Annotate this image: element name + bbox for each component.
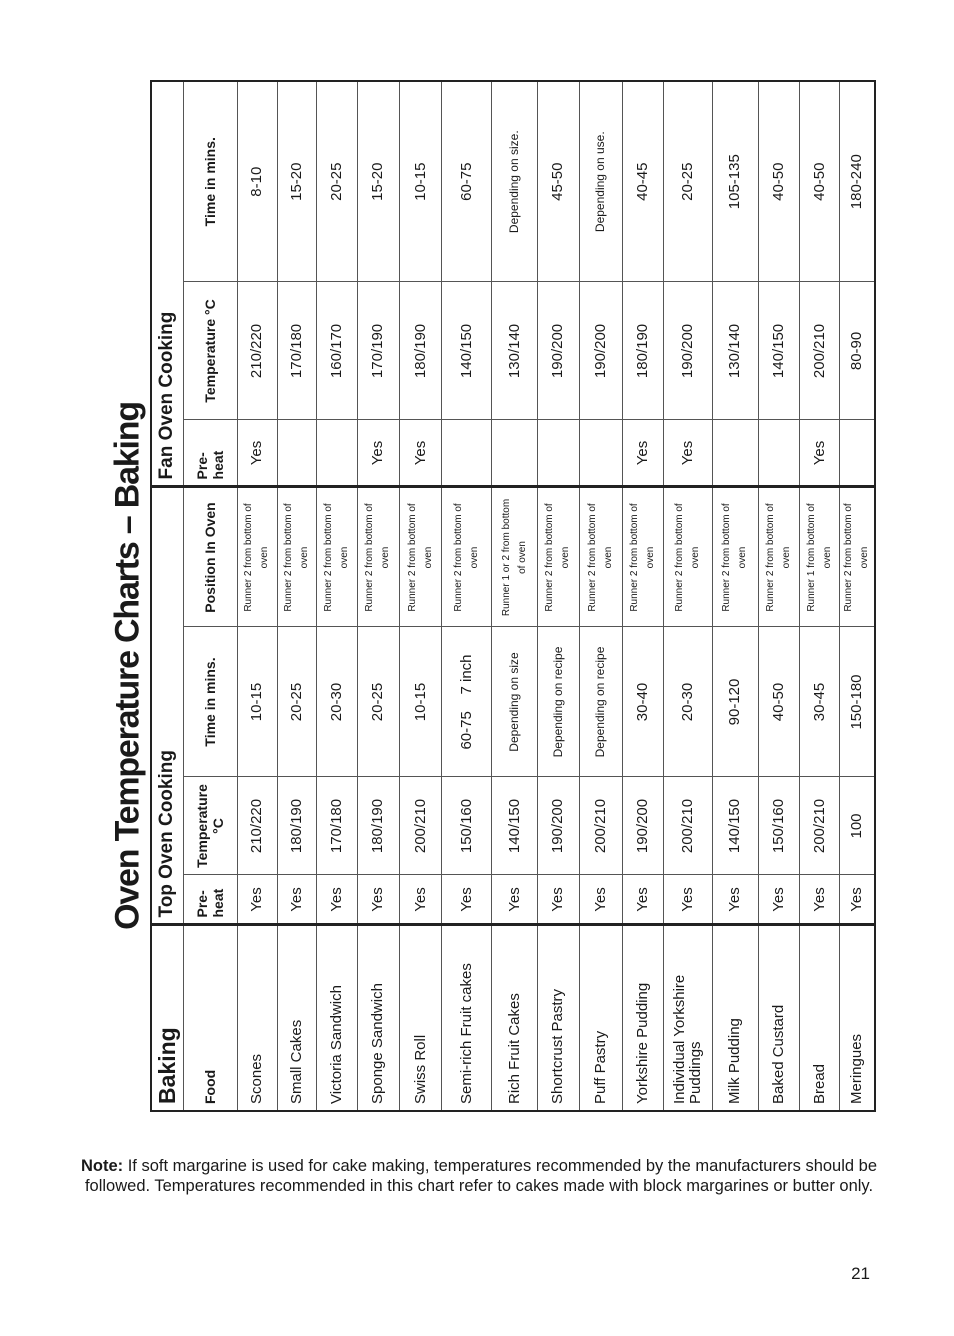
top-temp-cell: 200/210	[579, 777, 622, 875]
food-cell: Meringues	[840, 925, 875, 1111]
top-time-cell: 20-30	[316, 627, 357, 777]
fan-time-cell: 105-135	[712, 81, 758, 282]
header-fan-preheat: Pre- heat	[183, 420, 237, 487]
fan-preheat-cell: Yes	[663, 420, 712, 487]
top-temp-cell: 200/210	[399, 777, 441, 875]
position-cell: Runner 2 from bottom of oven	[840, 487, 875, 627]
top-preheat-cell: Yes	[277, 875, 316, 925]
fan-time-cell: 15-20	[277, 81, 316, 282]
top-temp-cell: 140/150	[712, 777, 758, 875]
fan-temp-cell: 210/220	[237, 282, 277, 420]
fan-preheat-cell	[840, 420, 875, 487]
position-cell: Runner 2 from bottom of oven	[237, 487, 277, 627]
food-cell: Rich Fruit Cakes	[492, 925, 538, 1111]
fan-time-cell: 40-50	[800, 81, 840, 282]
top-time-cell: 40-50	[759, 627, 800, 777]
page-number: 21	[851, 1264, 870, 1283]
table-row	[840, 81, 875, 1111]
food-cell: Victoria Sandwich	[316, 925, 357, 1111]
top-time-cell: 10-15	[237, 627, 277, 777]
top-preheat-cell: Yes	[800, 875, 840, 925]
position-cell: Runner 2 from bottom of oven	[579, 487, 622, 627]
top-temp-cell: 180/190	[277, 777, 316, 875]
header-top-position: Position In Oven	[183, 487, 237, 627]
position-cell: Runner 2 from bottom of oven	[663, 487, 712, 627]
baking-chart	[150, 82, 876, 1112]
note	[80, 1156, 878, 1196]
fan-temp-cell: 180/190	[399, 282, 441, 420]
fan-preheat-cell	[538, 420, 579, 487]
top-preheat-cell: Yes	[759, 875, 800, 925]
top-time-cell: Depending on recipe	[538, 627, 579, 777]
header-top-preheat: Pre- heat	[183, 875, 237, 925]
fan-time-cell: 15-20	[357, 81, 399, 282]
top-temp-cell: 200/210	[663, 777, 712, 875]
top-preheat-cell: Yes	[840, 875, 875, 925]
fan-preheat-cell: Yes	[399, 420, 441, 487]
table-row	[579, 81, 622, 1111]
top-temp-cell: 190/200	[622, 777, 663, 875]
table-row	[357, 81, 399, 1111]
fan-preheat-cell	[492, 420, 538, 487]
top-preheat-cell: Yes	[712, 875, 758, 925]
column-header-row	[183, 81, 237, 1111]
position-cell: Runner 2 from bottom of oven	[712, 487, 758, 627]
table-body	[237, 81, 875, 1111]
table-row	[399, 81, 441, 1111]
fan-temp-cell: 190/200	[663, 282, 712, 420]
top-temp-cell: 200/210	[800, 777, 840, 875]
fan-temp-cell: 140/150	[759, 282, 800, 420]
group-header-row	[151, 81, 183, 1111]
top-time-cell: Depending on recipe	[579, 627, 622, 777]
fan-time-cell: Depending on size.	[492, 81, 538, 282]
top-time-cell: 30-40	[622, 627, 663, 777]
header-top-temp: Temperature °C	[183, 777, 237, 875]
top-time-cell: 10-15	[399, 627, 441, 777]
table-row	[316, 81, 357, 1111]
fan-temp-cell: 190/200	[538, 282, 579, 420]
top-time-cell: 20-25	[357, 627, 399, 777]
position-cell: Runner 1 or 2 from bottom of oven	[492, 487, 538, 627]
position-cell: Runner 2 from bottom of oven	[442, 487, 492, 627]
fan-time-cell: 8-10	[237, 81, 277, 282]
position-cell: Runner 2 from bottom of oven	[538, 487, 579, 627]
fan-time-cell: 60-75	[442, 81, 492, 282]
food-cell: Sponge Sandwich	[357, 925, 399, 1111]
top-temp-cell: 170/180	[316, 777, 357, 875]
top-preheat-cell: Yes	[579, 875, 622, 925]
table-row	[538, 81, 579, 1111]
fan-temp-cell: 200/210	[800, 282, 840, 420]
fan-preheat-cell: Yes	[237, 420, 277, 487]
note-text: If soft margarine is used for cake making, temperatures recommended by the manufacturers should be followed. Temperatures recommended in this chart refer to cakes made with block margarines or butter only.	[84, 1157, 878, 1195]
header-fan-time: Time in mins.	[183, 81, 237, 282]
group-baking: Baking	[151, 925, 183, 1111]
top-temp-cell: 210/220	[237, 777, 277, 875]
fan-temp-cell: 140/150	[442, 282, 492, 420]
fan-temp-cell: 180/190	[622, 282, 663, 420]
food-cell: Scones	[237, 925, 277, 1111]
top-temp-cell: 190/200	[538, 777, 579, 875]
top-temp-cell: 140/150	[492, 777, 538, 875]
header-top-time: Time in mins.	[183, 627, 237, 777]
fan-temp-cell: 130/140	[492, 282, 538, 420]
top-preheat-cell: Yes	[622, 875, 663, 925]
top-preheat-cell: Yes	[492, 875, 538, 925]
top-preheat-cell: Yes	[663, 875, 712, 925]
food-cell: Puff Pastry	[579, 925, 622, 1111]
position-cell: Runner 2 from bottom of oven	[316, 487, 357, 627]
position-cell: Runner 2 from bottom of oven	[622, 487, 663, 627]
table-row	[492, 81, 538, 1111]
fan-temp-cell: 160/170	[316, 282, 357, 420]
position-cell: Runner 2 from bottom of oven	[759, 487, 800, 627]
table-row	[663, 81, 712, 1111]
fan-temp-cell: 170/190	[357, 282, 399, 420]
top-preheat-cell: Yes	[442, 875, 492, 925]
position-cell: Runner 2 from bottom of oven	[277, 487, 316, 627]
food-cell: Individual Yorkshire Puddings	[663, 925, 712, 1111]
fan-preheat-cell	[712, 420, 758, 487]
header-fan-temp: Temperature °C	[183, 282, 237, 420]
top-temp-cell: 150/160	[759, 777, 800, 875]
fan-time-cell: 40-45	[622, 81, 663, 282]
top-time-cell: 90-120	[712, 627, 758, 777]
fan-preheat-cell: Yes	[622, 420, 663, 487]
food-cell: Swiss Roll	[399, 925, 441, 1111]
fan-time-cell: 180-240	[840, 81, 875, 282]
fan-time-cell: Depending on use.	[579, 81, 622, 282]
food-cell: Baked Custard	[759, 925, 800, 1111]
top-temp-cell: 180/190	[357, 777, 399, 875]
table-row	[712, 81, 758, 1111]
fan-time-cell: 10-15	[399, 81, 441, 282]
position-cell: Runner 2 from bottom of oven	[399, 487, 441, 627]
table-row	[442, 81, 492, 1111]
top-temp-cell: 100	[840, 777, 875, 875]
food-cell: Semi-rich Fruit cakes	[442, 925, 492, 1111]
page-title: Oven Temperature Charts – Baking	[108, 402, 147, 930]
group-top-oven: Top Oven Cooking	[151, 487, 183, 925]
fan-time-cell: 40-50	[759, 81, 800, 282]
top-time-cell: 30-45	[800, 627, 840, 777]
top-temp-cell: 150/160	[442, 777, 492, 875]
food-cell: Milk Pudding	[712, 925, 758, 1111]
table-row	[622, 81, 663, 1111]
food-cell: Yorkshire Pudding	[622, 925, 663, 1111]
fan-preheat-cell	[316, 420, 357, 487]
top-time-cell: 150-180	[840, 627, 875, 777]
top-preheat-cell: Yes	[357, 875, 399, 925]
top-preheat-cell: Yes	[538, 875, 579, 925]
header-food: Food	[183, 925, 237, 1111]
top-preheat-cell: Yes	[316, 875, 357, 925]
fan-preheat-cell	[579, 420, 622, 487]
fan-time-cell: 20-25	[663, 81, 712, 282]
group-fan-oven: Fan Oven Cooking	[151, 81, 183, 487]
position-cell: Runner 2 from bottom of oven	[357, 487, 399, 627]
top-preheat-cell: Yes	[399, 875, 441, 925]
fan-temp-cell: 130/140	[712, 282, 758, 420]
top-time-cell: Depending on size	[492, 627, 538, 777]
baking-table	[150, 80, 876, 1112]
fan-time-cell: 45-50	[538, 81, 579, 282]
top-time-cell: 20-25	[277, 627, 316, 777]
note-label: Note:	[80, 1157, 124, 1175]
fan-preheat-cell: Yes	[800, 420, 840, 487]
fan-time-cell: 20-25	[316, 81, 357, 282]
position-cell: Runner 1 from bottom of oven	[800, 487, 840, 627]
top-time-cell: 60-75 7 inch	[442, 627, 492, 777]
fan-temp-cell: 190/200	[579, 282, 622, 420]
table-row	[237, 81, 277, 1111]
fan-temp-cell: 170/180	[277, 282, 316, 420]
fan-preheat-cell	[759, 420, 800, 487]
fan-temp-cell: 80-90	[840, 282, 875, 420]
top-preheat-cell: Yes	[237, 875, 277, 925]
table-row	[759, 81, 800, 1111]
fan-preheat-cell: Yes	[357, 420, 399, 487]
top-time-cell: 20-30	[663, 627, 712, 777]
food-cell: Shortcrust Pastry	[538, 925, 579, 1111]
table-row	[277, 81, 316, 1111]
food-cell: Small Cakes	[277, 925, 316, 1111]
table-row	[800, 81, 840, 1111]
fan-preheat-cell	[277, 420, 316, 487]
food-cell: Bread	[800, 925, 840, 1111]
fan-preheat-cell	[442, 420, 492, 487]
